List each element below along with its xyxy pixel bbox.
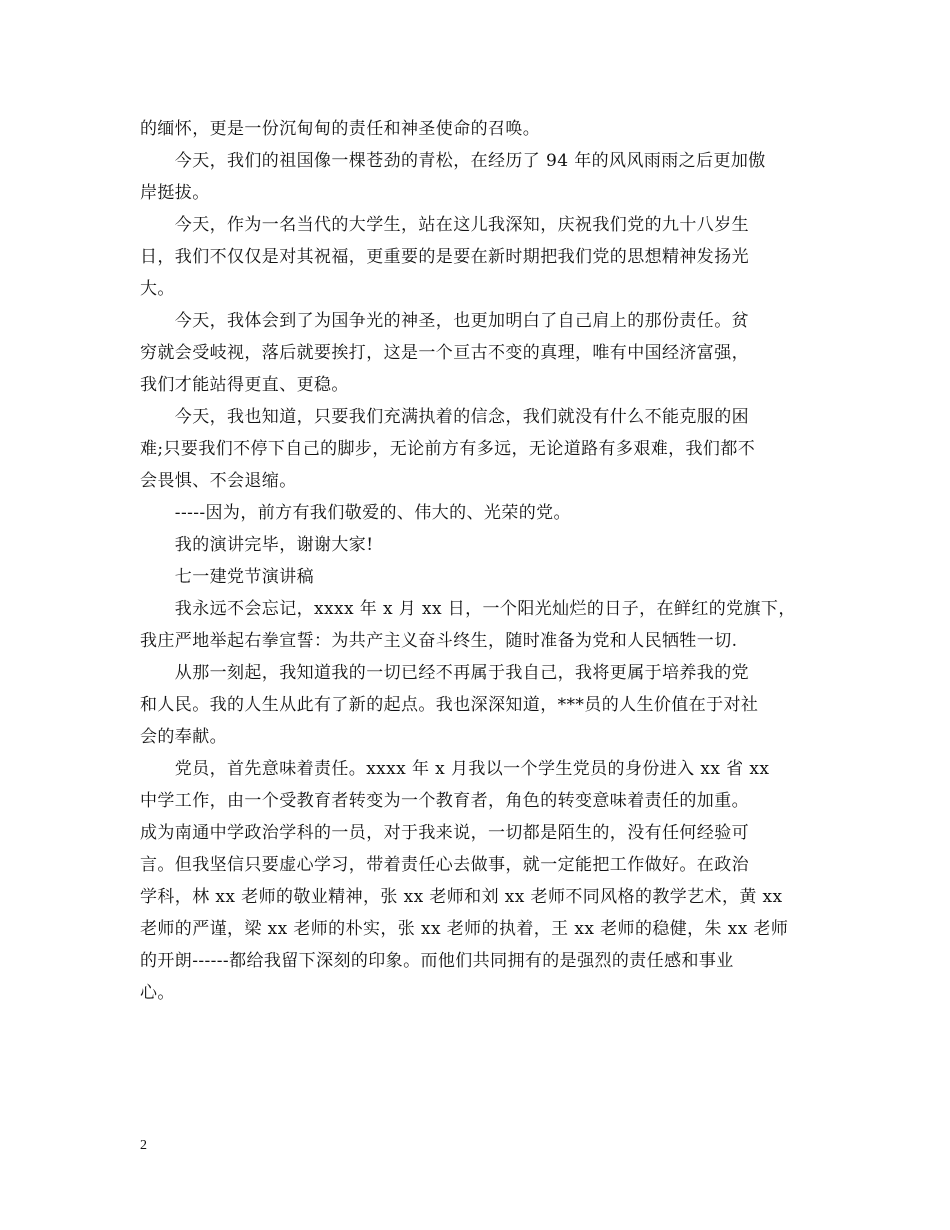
text-line: 大。: [140, 279, 175, 299]
text-line: 今天，作为一名当代的大学生，站在这儿我深知，庆祝我们党的九十八岁生: [140, 215, 749, 235]
text-line: 中学工作，由一个受教育者转变为一个教育者，角色的转变意味着责任的加重。: [140, 791, 749, 811]
text-line: 学科，林 xx 老师的敬业精神，张 xx 老师和刘 xx 老师不同风格的教学艺术，黄 xx: [140, 887, 783, 907]
text-line: -----因为，前方有我们敬爱的、伟大的、光荣的党。: [140, 503, 571, 523]
text-line: 我的演讲完毕，谢谢大家!: [140, 535, 374, 555]
text-line: 和人民。我的人生从此有了新的起点。我也深深知道，***员的人生价值在于对社: [140, 695, 759, 715]
text-line: 岸挺拔。: [140, 183, 210, 203]
text-line: 今天，我们的祖国像一棵苍劲的青松，在经历了 94 年的风风雨雨之后更加傲: [140, 151, 766, 171]
text-line: 难;只要我们不停下自己的脚步，无论前方有多远，无论道路有多艰难，我们都不: [140, 439, 756, 459]
text-line: 今天，我体会到了为国争光的神圣，也更加明白了自己肩上的那份责任。贫: [140, 311, 749, 331]
text-line: 言。但我坚信只要虚心学习，带着责任心去做事，就一定能把工作做好。在政治: [140, 855, 749, 875]
text-line: 会的奉献。: [140, 727, 227, 747]
text-line: 党员，首先意味着责任。xxxx 年 x 月我以一个学生党员的身份进入 xx 省 xx: [140, 759, 770, 779]
text-line: 的开朗------都给我留下深刻的印象。而他们共同拥有的是强烈的责任感和事业: [140, 951, 734, 971]
text-line: 的缅怀，更是一份沉甸甸的责任和神圣使命的召唤。: [140, 119, 541, 139]
text-line: 心。: [140, 983, 175, 1003]
document-body: [140, 113, 820, 1009]
text-line: 老师的严谨，梁 xx 老师的朴实，张 xx 老师的执着，王 xx 老师的稳健，朱 xx 老师: [140, 919, 789, 939]
text-line: 我永远不会忘记，xxxx 年 x 月 xx 日，一个阳光灿烂的日子，在鲜红的党旗下，: [140, 599, 796, 619]
text-line: 今天，我也知道，只要我们充满执着的信念，我们就没有什么不能克服的困: [140, 407, 749, 427]
text-line: 我们才能站得更直、更稳。: [140, 375, 349, 395]
section-title-line: 七一建党节演讲稿: [140, 567, 314, 587]
text-line: 我庄严地举起右拳宣誓：为共产主义奋斗终生，随时准备为党和人民牺牲一切.: [140, 631, 738, 651]
page-number: 2: [140, 1138, 147, 1153]
text-line: 会畏惧、不会退缩。: [140, 471, 297, 491]
text-line: 穷就会受岐视，落后就要挨打，这是一个亘古不变的真理，唯有中国经济富强，: [140, 343, 749, 363]
text-line: 从那一刻起，我知道我的一切已经不再属于我自己，我将更属于培养我的党: [140, 663, 749, 683]
text-line: 日，我们不仅仅是对其祝福，更重要的是要在新时期把我们党的思想精神发扬光: [140, 247, 749, 267]
text-line: 成为南通中学政治学科的一员，对于我来说，一切都是陌生的，没有任何经验可: [140, 823, 749, 843]
